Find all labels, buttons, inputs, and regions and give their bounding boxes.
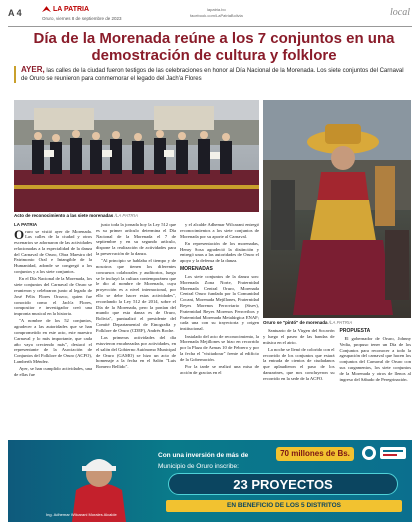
col1-paragraph-1: ruro se vistió ayer de Morenada. Las calles de la ciudad y otros escenarios se adornaron de las actividades relacionadas a la especialidad de la danza del Carnaval de Oruro, Obra Maestra del Patrimonio Oral e Intangible de la Humanidad, adonde se congregó a los conjuntos y a los siete conjuntos. bbox=[14, 228, 92, 275]
ceremony-photo bbox=[14, 100, 259, 212]
ad-credit: Ing. Adhemar Wilcarani Morales Alcalde bbox=[46, 512, 117, 517]
ad-headline: 23 PROYECTOS bbox=[168, 473, 398, 495]
col1-paragraph-3: "A nombre de los 52 conjuntos, agradecer a las autoridades que se han comprometido en este acto, este maestro Carnaval y lo más importante, que cada año vaya creciendo más", destacó el representante de la Asociación de Conjuntos del Folklore de Oruro (ACFO), Lamberth Méndez. bbox=[14, 318, 92, 365]
municipal-advertisement[interactable] bbox=[8, 440, 412, 522]
col3-paragraph-5: Por la tarde se realizó una misa de acción de gracias en el bbox=[180, 364, 259, 375]
article-column-2 bbox=[96, 222, 176, 436]
col4-paragraph-2: La noche se llenó de colorido con el recorrido de los conjuntos que estará la entrada de cientos de ciudadanos que aplaudieron el paso de los danzarines, que nos concluyeron su recorrido en la sede de la ACFO. bbox=[263, 346, 335, 381]
col4-paragraph-3: El gobernador de Oruro, Johnny Vedia, propuso tener un Día de los Conjuntos para reconocer a todo la agrupación del carnaval que hacen los conjuntos del Carnaval de Oruro con sus cargamentos, los siete conjuntos de la Morenada y otros de llenos al ingreso del Sábado de Peregrinación. bbox=[339, 336, 411, 382]
page-header bbox=[0, 0, 420, 28]
col4-subheading: PROPUESTA bbox=[339, 328, 371, 334]
dancer-photo-caption bbox=[263, 320, 352, 325]
ad-line-2: Municipio de Oruro inscribe: bbox=[158, 463, 239, 470]
article-column-4 bbox=[263, 328, 411, 436]
col2-paragraph-2: "Al principio se hablaba el tiempo y de nosotros que tienen los diferentes concursos colaborales y auditorios, luego se le incluyó la cultura contemporánea que le dio al nombre de Morenada, cuya proyección es a nivel internacional, por ello se debe hacer estas actividades", recordando la Ley 512 de 2014, sobre el Día de la Morenada, pero la ponían del mundo que esta danza es de Oruro, Bolivia", puntualizó el presidente del Comité Departamental de Etnografía y Folklore de Oruro (CDEF), Andrés Roche. bbox=[96, 258, 176, 333]
col3-subheading: MORENADAS bbox=[180, 266, 213, 273]
article-byline: LA PATRIA bbox=[14, 222, 38, 227]
bird-logo-icon bbox=[42, 6, 51, 12]
municipal-logos-icon bbox=[360, 444, 410, 462]
article-lead bbox=[14, 66, 410, 83]
col3-paragraph-4: Instalado del acto de reconocimiento, la Morenada Mejillones se hizo en recorrido por la Plaza de Armas 10 de Febrero y por la fecha el "visitadorar" frente al edificio de la Gobernación. bbox=[180, 333, 259, 362]
ceremony-caption-credit: /LA PATRIA bbox=[114, 213, 138, 218]
article-column-1 bbox=[14, 222, 92, 436]
page-number: A 4 bbox=[8, 8, 22, 18]
col1-paragraph-4: Ayer, se han cumplido actividades, una de ellas fue bbox=[14, 366, 92, 378]
ceremony-photo-caption bbox=[14, 213, 138, 218]
ad-line-3: EN BENEFICIO DE LOS 5 DISTRITOS bbox=[166, 500, 402, 512]
lead-keyword: AYER, bbox=[21, 65, 45, 74]
header-divider bbox=[8, 26, 412, 27]
brand-name: LA PATRIA bbox=[53, 6, 90, 13]
dancer-photo-illustration bbox=[263, 100, 411, 318]
header-web bbox=[190, 7, 243, 19]
col3-paragraph-1: y el alcalde Adhemar Wilcarani entregó reconocimientos a los siete conjuntos de Morenada por su aporte al Carnaval. bbox=[180, 222, 259, 239]
ceremony-photo-illustration bbox=[14, 100, 259, 212]
ad-line-1: Con una inversión de más de bbox=[158, 452, 249, 459]
ad-amount-badge: 70 millones de Bs. bbox=[276, 447, 354, 461]
lead-text: las calles de la ciudad fueron testigos de las celebraciones en honor al Día Nacional de la Morenada. Los siete conjuntos del Carnaval de Oruro se reunieron para conmemorar el legado del Jach'a Flores bbox=[21, 68, 404, 82]
dancer-caption-text: Oruro se "pintó" de morenada bbox=[263, 320, 328, 325]
drop-cap: O bbox=[14, 226, 25, 242]
col2-paragraph-3: Las primeras actividades del día estuvieron encabezadas por actividades, en el salón del Gobierno Autónomo Municipal de Oruro (GAMO) se hizo un acto de homenaje a la fecha en el Salón "Luis Romero Bellido". bbox=[96, 335, 176, 370]
col3-paragraph-2: En representación de los morenadas, Henry Sosa agradeció la distinción y entregó unas a las autoridades de Oruro el apoyo y la defensa de la danza. bbox=[180, 240, 259, 264]
section-label: local bbox=[390, 7, 410, 18]
col1-paragraph-2: En el Día Nacional de la Morenada, los siete conjuntos del Carnaval de Oruro se reunieron y celebraron junto al legado de José Félix Flores Orozco, quien fue conocido como el Jach'a Flores, compositor e investigador creó una impronta musical en la historia. bbox=[14, 276, 92, 317]
brand-logo bbox=[42, 6, 89, 13]
ceremony-caption-text: Acto de reconocimiento a las siete morenadas bbox=[14, 213, 114, 218]
col3-paragraph-3: Los siete conjuntos de la danza son: Morenada Zona Norte, Fraternidad Morenada Central Oruro, Morenada Central Oruro fundada por la Comunidad Cocani, Morenada Mejillones, Fraternidad Reyes Morenos Ferroviario (Sisev), Fraternidad Reyes Morenos Ferrovibos y Fraternidad Morenada Metalúrgica ENAF; cada una con su trayectoria y origen institucional. bbox=[180, 274, 259, 332]
dancer-caption-credit: /LA PATRIA bbox=[328, 320, 353, 325]
article-column-3 bbox=[180, 222, 259, 436]
header-web-url: lapatria.bo bbox=[207, 7, 226, 12]
header-date: Oruro, viernes 8 de septiembre de 2023 bbox=[42, 16, 122, 21]
col2-paragraph-1: justo toda la jornada hoy la Ley 512 que es su primer artículo determina el Día Nacional de la Morenada el 7 de septiembre y en su segundo artículo, dispone la realización de actividades para la preservación de la danza. bbox=[96, 222, 176, 256]
dancer-photo bbox=[263, 100, 411, 318]
col4-paragraph-1: Santuario de la Virgen del Socavón y luego el paseo de las bandas de música en el atrio. bbox=[263, 328, 335, 345]
article-title: Día de la Morenada reúne a los 7 conjuntos en una demostración de cultura y folklore bbox=[33, 30, 395, 64]
header-web-facebook: facebook.com/LaPatriaBolivia bbox=[190, 13, 243, 18]
mayor-portrait-icon bbox=[68, 446, 130, 522]
